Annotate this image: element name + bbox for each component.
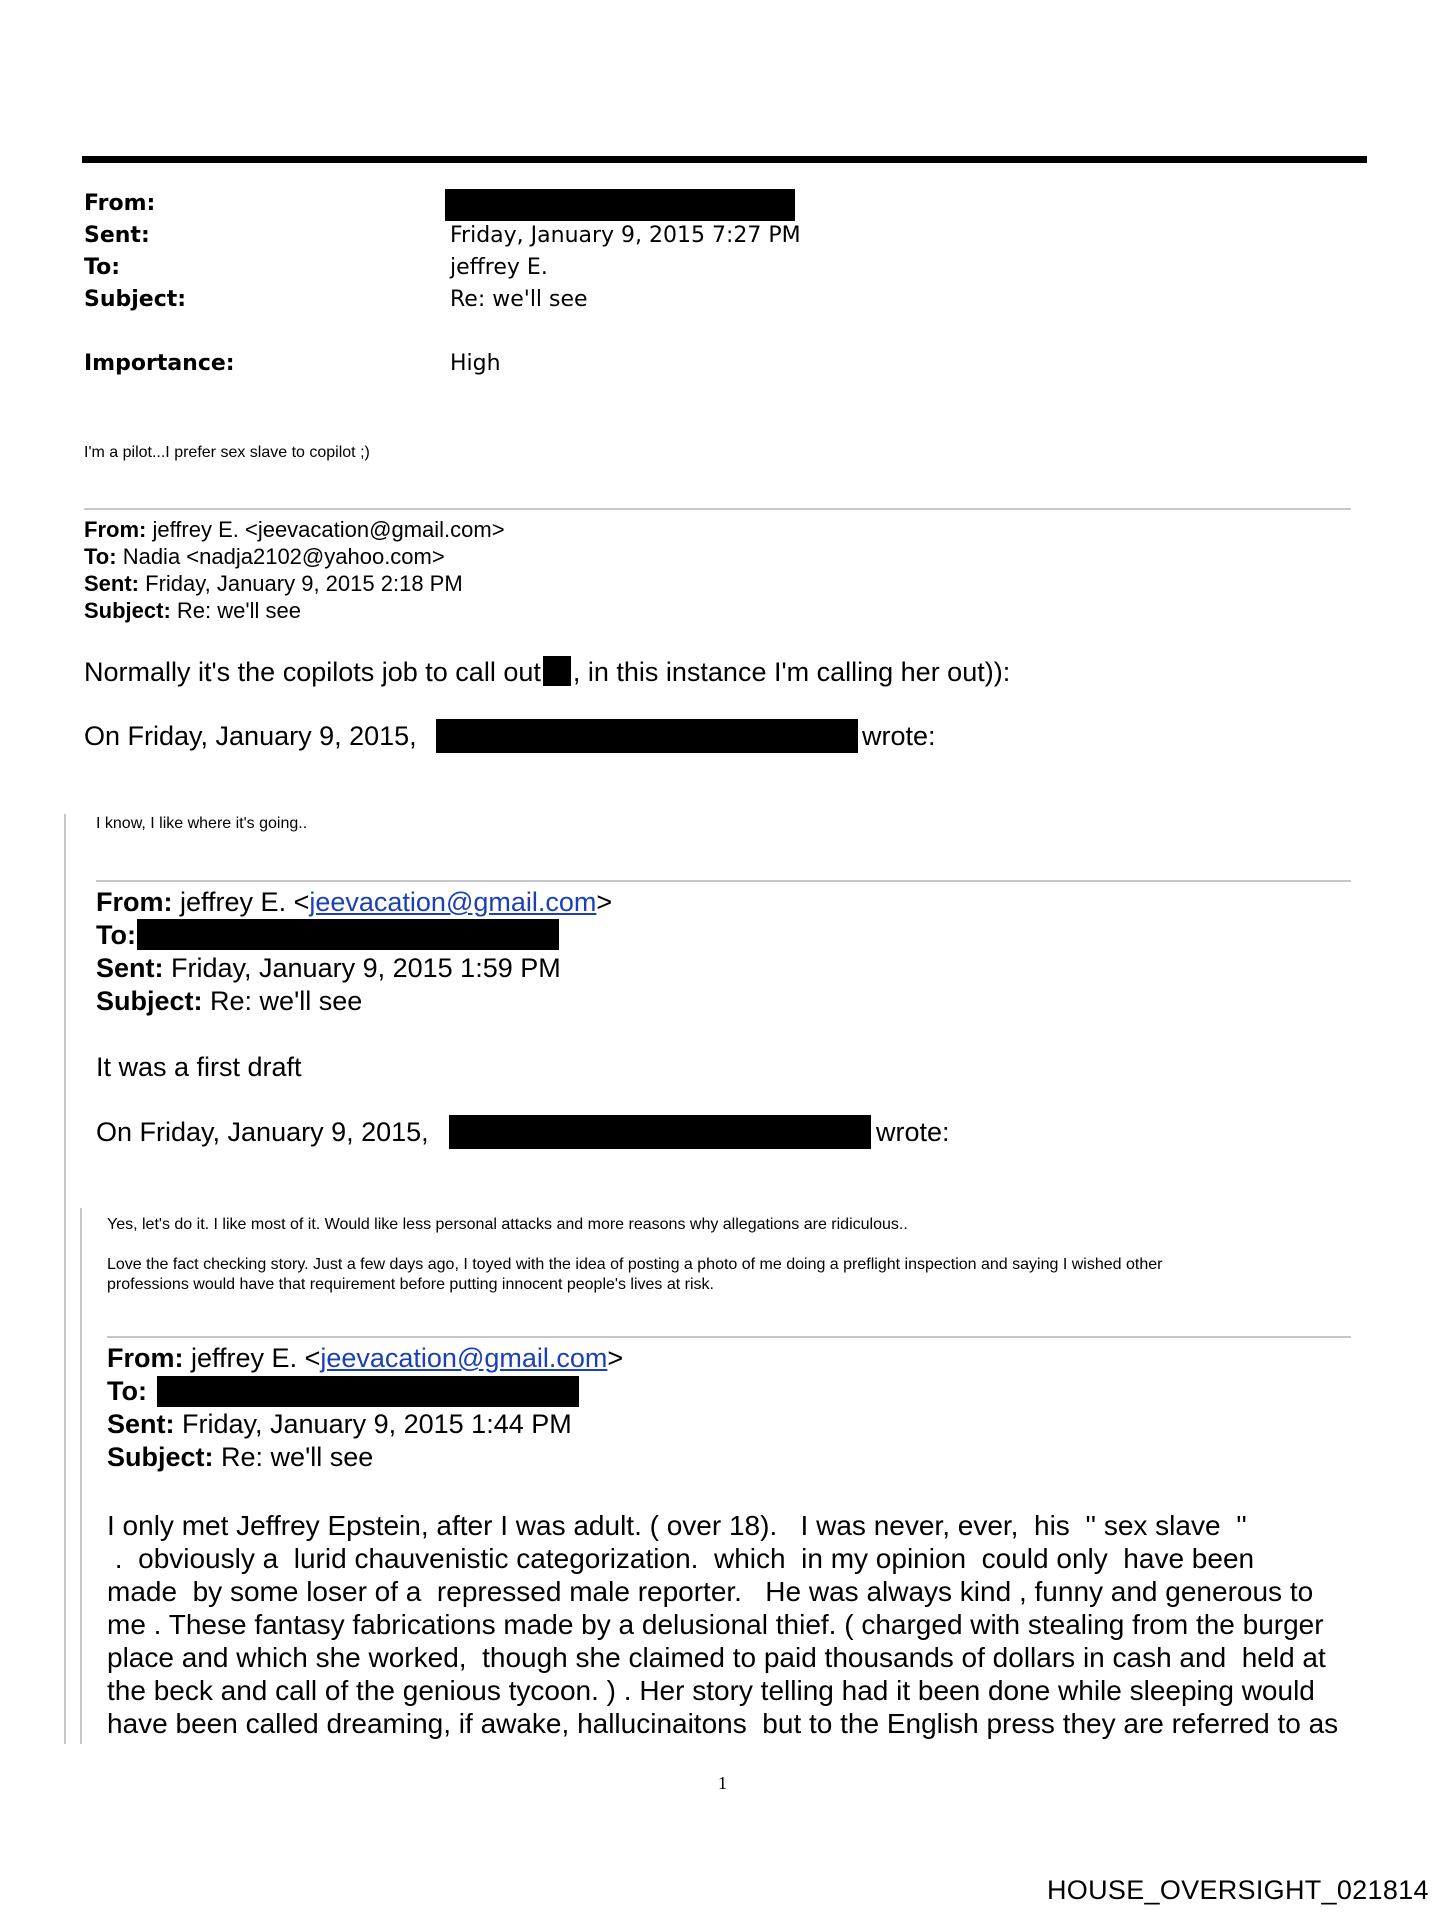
quote-bar (80, 1208, 82, 1744)
msg3-body-line: . obviously a lurid chauvenistic categorization. which in my opinion could only have been (107, 1543, 1255, 1574)
msg2-sent-value: Friday, January 9, 2015 1:59 PM (171, 953, 561, 983)
redaction-block (445, 189, 795, 221)
msg3-to-label: To: (107, 1376, 147, 1406)
msg3-body-line: me . These fantasy fabrications made by a delusional thief. ( charged with stealing from the burger (107, 1609, 1324, 1640)
msg3-subject-label: Subject: (107, 1442, 214, 1472)
msg3-subject (107, 1442, 373, 1473)
msg2-sent-label: Sent: (96, 953, 164, 983)
header-subject-value: Re: we'll see (450, 287, 588, 312)
msg3-sent (107, 1409, 572, 1440)
msg1-body (84, 656, 1010, 688)
header-importance-label: Importance: (84, 351, 235, 376)
quote-bar (64, 814, 66, 1744)
divider (107, 1336, 1351, 1338)
msg3-body (107, 1509, 1338, 1740)
msg1-sent-value: Friday, January 9, 2015 2:18 PM (145, 571, 463, 596)
msg2-from-close: > (596, 887, 613, 917)
header-sent-value: Friday, January 9, 2015 7:27 PM (450, 223, 801, 248)
header-sent-label: Sent: (84, 223, 150, 248)
msg3-body-line: I only met Jeffrey Epstein, after I was adult. ( over 18). I was never, ever, his '' sex slave '' (107, 1510, 1247, 1541)
msg1-quote-suffix: wrote: (862, 721, 936, 751)
header-to-value: jeffrey E. (450, 255, 548, 280)
divider (96, 880, 1351, 882)
reply-top-text: I'm a pilot...I prefer sex slave to copilot ;) (84, 444, 370, 461)
msg1-sent-label: Sent: (84, 571, 139, 596)
header-rule (82, 156, 1367, 163)
header-to-label: To: (84, 255, 120, 280)
msg3-from-close: > (607, 1343, 624, 1373)
footer-document-id: HOUSE_OVERSIGHT_021814 (1047, 1875, 1429, 1905)
msg3-email-link[interactable]: jeevacation@gmail.com (320, 1343, 608, 1373)
msg3-subject-value: Re: we'll see (221, 1442, 374, 1472)
msg3-from-name: jeffrey E. < (191, 1343, 321, 1373)
msg3-body-line: place and which she worked, though she claimed to paid thousands of dollars in cash and held at (107, 1642, 1326, 1673)
msg1-to-value: Nadia <nadja2102@yahoo.com> (122, 544, 445, 569)
divider (84, 508, 1351, 510)
msg1-to (84, 544, 445, 570)
header-subject-label: Subject: (84, 287, 187, 312)
msg2-email-link[interactable]: jeevacation@gmail.com (309, 887, 597, 917)
msg1-subject (84, 598, 301, 624)
msg1-from-value: jeffrey E. <jeevacation@gmail.com> (152, 517, 505, 542)
msg3-body-line: made by some loser of a repressed male reporter. He was always kind , funny and generous to (107, 1576, 1314, 1607)
msg3-sent-value: Friday, January 9, 2015 1:44 PM (182, 1409, 572, 1439)
reply3-line3: professions would have that requirement before putting innocent people's lives at risk. (107, 1276, 714, 1293)
redaction-block (137, 919, 559, 950)
msg2-from-name: jeffrey E. < (180, 887, 310, 917)
msg2-from (96, 887, 612, 918)
redaction-block (449, 1115, 871, 1149)
msg1-subject-label: Subject: (84, 598, 171, 623)
msg2-to-label: To: (96, 920, 136, 950)
msg1-body-part1: Normally it's the copilots job to call out (84, 657, 541, 687)
redaction-block (543, 656, 571, 686)
reply3-line1: Yes, let's do it. I like most of it. Would like less personal attacks and more reasons why allegations are ridiculous.. (107, 1216, 908, 1233)
redaction-block (436, 719, 858, 753)
msg3-from-label: From: (107, 1343, 184, 1373)
redaction-block (157, 1376, 579, 1407)
msg1-body-part2: , in this instance I'm calling her out)): (572, 657, 1011, 687)
header-from-label: From: (84, 191, 156, 216)
msg1-quote-prefix: On Friday, January 9, 2015, (84, 721, 417, 751)
msg3-sent-label: Sent: (107, 1409, 175, 1439)
msg1-from (84, 517, 505, 543)
msg3-from (107, 1343, 623, 1374)
msg1-sent (84, 571, 463, 597)
msg2-subject (96, 986, 362, 1017)
msg2-body: It was a first draft (96, 1052, 302, 1082)
msg2-quote-suffix: wrote: (876, 1117, 950, 1147)
msg3-body-line: have been called dreaming, if awake, hallucinaitons but to the English press they are referred to as (107, 1708, 1339, 1739)
msg3-body-line: the beck and call of the genious tycoon. ) . Her story telling had it been done while sleeping would (107, 1675, 1315, 1706)
msg1-subject-value: Re: we'll see (176, 598, 301, 623)
header-importance-value: High (450, 351, 501, 376)
msg1-from-label: From: (84, 517, 147, 542)
reply2-text: I know, I like where it's going.. (96, 815, 308, 832)
msg2-from-label: From: (96, 887, 173, 917)
reply3-line2: Love the fact checking story. Just a few days ago, I toyed with the idea of posting a photo of me doing a preflight inspection and saying I wished other (107, 1256, 1163, 1273)
msg2-subject-value: Re: we'll see (210, 986, 363, 1016)
msg2-sent (96, 953, 561, 984)
page-number: 1 (718, 1773, 727, 1793)
msg1-to-label: To: (84, 544, 117, 569)
msg2-subject-label: Subject: (96, 986, 203, 1016)
msg2-quote-prefix: On Friday, January 9, 2015, (96, 1117, 429, 1147)
